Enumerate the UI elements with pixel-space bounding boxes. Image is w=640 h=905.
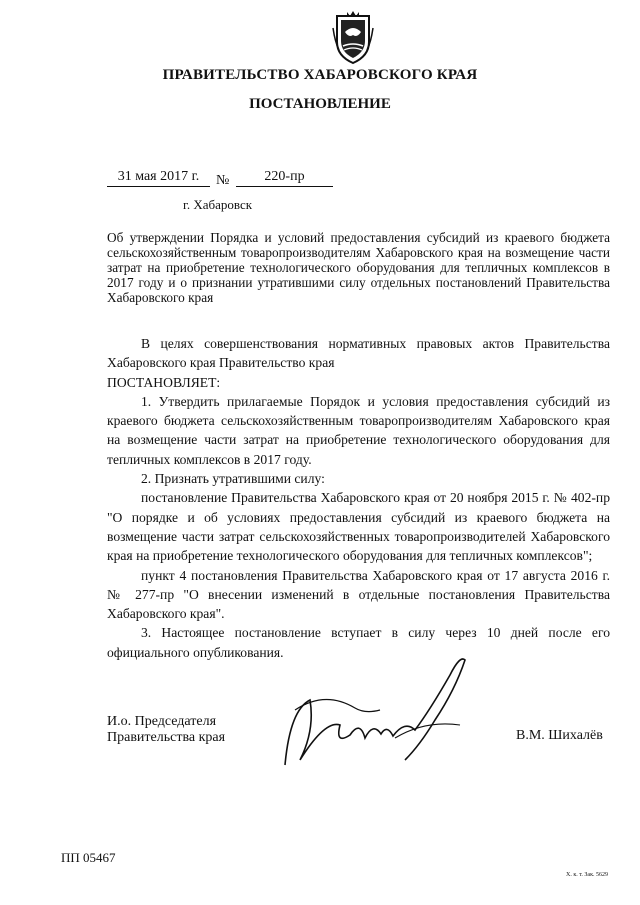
preamble: В целях совершенствования нормативных правовых актов Правительства Хабаровского края Правительство края [107, 336, 610, 371]
document-type-title: ПОСТАНОВЛЕНИЕ [249, 96, 391, 112]
print-info: Х. к. т. Зак. 5629 [566, 872, 609, 878]
decree-date: 31 мая 2017 г. [107, 169, 210, 187]
signatory-position-line2: Правительства края [107, 730, 226, 745]
registration-number: ПП 05467 [61, 850, 116, 865]
number-sign: № [216, 173, 230, 188]
city-label: г. Хабаровск [183, 197, 253, 212]
signatory-position-line1: И.о. Председателя [107, 714, 217, 729]
handwritten-signature [255, 650, 495, 780]
item-3: 3. Настоящее постановление вступает в силу через 10 дней после его официального опубликования. [107, 625, 610, 660]
resolves-label: ПОСТАНОВЛЯЕТ: [107, 374, 221, 390]
decree-subject: Об утверждении Порядка и условий предоставления субсидий из краевого бюджета сельскохозяйственным товаропроизводителям Хабаровского края на возмещение части затрат на приобретение технологического оборудования для тепличных комплексов в 2017 году и о признании утратившими силу отдельных постановлений Правительства Хабаровского края [107, 230, 610, 305]
item-2: 2. Признать утратившими силу: [141, 471, 325, 487]
item-2-a: постановление Правительства Хабаровского края от 20 ноября 2015 г. № 402-пр "О порядке и об условиях предоставления субсидий из краевого бюджета на возмещение части затрат сельскохозяйственных товаропроизводителей Хабаровского края на приобретение технологического оборудования для тепличных комплексов"; [107, 490, 610, 564]
signatory-position [107, 714, 225, 746]
decree-number: 220-пр [236, 169, 333, 187]
coat-of-arms-emblem [329, 8, 377, 66]
government-title: ПРАВИТЕЛЬСТВО ХАБАРОВСКОГО КРАЯ [162, 67, 478, 83]
item-1: 1. Утвердить прилагаемые Порядок и условия предоставления субсидий из краевого бюджета сельскохозяйственным товаропроизводителям Хабаровского края на возмещение части затрат на приобретение технологического оборудования для тепличных комплексов в 2017 году. [107, 393, 610, 467]
decree-body [107, 334, 610, 662]
signatory-name: В.М. Шихалёв [516, 728, 603, 743]
item-2-b: пункт 4 постановления Правительства Хабаровского края от 17 августа 2016 г. № 277-пр "О внесении изменений в отдельные постановления Правительства Хабаровского края". [107, 567, 610, 622]
